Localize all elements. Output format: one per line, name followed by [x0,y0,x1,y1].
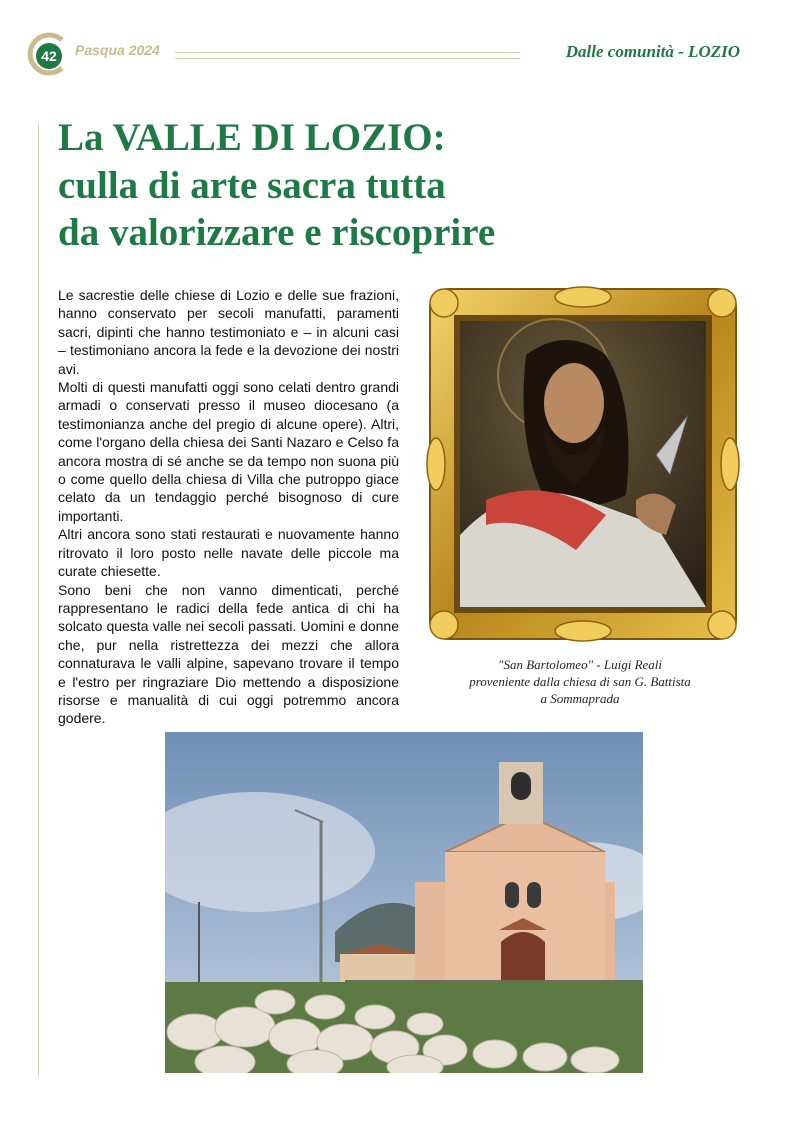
article-paragraph: Molti di questi manufatti oggi sono celati dentro grandi armadi o conservati presso il museo diocesano (a testimonianza anche del pregio di alcune opere). Altri, come l'organo della chiesa dei Santi Nazaro e Celso fa ancora mostra di sé anche se da tempo non suona più o come quello della chiesa di Villa che putroppo giace celato da un tendaggio perché bisognoso di cure importanti. [58,379,399,524]
header-rule [175,52,520,59]
article-title [58,114,758,257]
painting-caption [430,656,730,707]
article-paragraph: Le sacrestie delle chiese di Lozio e delle sue frazioni, hanno conservato per secoli manufatti, paramenti sacri, dipinti che hanno testimoniato e – in alcuni casi – testimoniano ancora la fede e la devozione dei nostri avi. [58,287,399,377]
article-body [58,286,399,748]
title-line: da valorizzare e riscoprire [58,211,496,255]
title-line: La VALLE DI LOZIO: [58,116,446,159]
caption-line: proveniente dalla chiesa di san G. Battista [469,674,691,689]
caption-line: a Sommaprada [540,691,620,706]
article-paragraph: Altri ancora sono stati restaurati e nuovamente hanno ritrovato il loro posto nelle navate delle piccole ma curate chiesette. [58,526,399,580]
caption-line: "San Bartolomeo" - Luigi Reali [497,657,663,672]
article-paragraph: Sono beni che non vanno dimenticati, perché rappresentano le radici della fede antica di chi ha solcato questa valle nei secoli passati. Uomini e donne che, pur nella ristrettezza dei mezzi che allora connaturava le valli alpine, sapevano trovare il tempo e l'estro per ringraziare Dio mettendo a disposizione risorse e manualità di cui oggi potremmo ancora godere. [58,581,399,727]
page-number: 42 [36,43,62,69]
painting-san-bartolomeo [426,285,740,643]
page-header [20,30,750,80]
margin-line [38,122,39,1077]
title-line: culla di arte sacra tutta [58,163,446,207]
church-with-sheep-photo [165,732,643,1073]
section-title: Dalle comunità - LOZIO [565,42,740,61]
issue-label: Pasqua 2024 [75,42,160,58]
